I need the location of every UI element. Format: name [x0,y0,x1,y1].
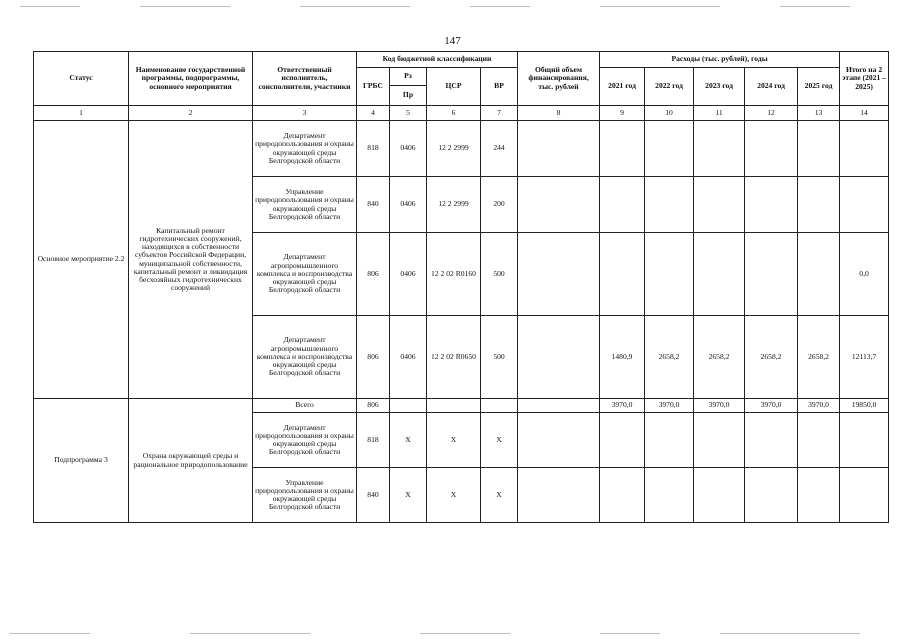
grbs-cell: 818 [357,121,390,177]
col-num: 2 [129,106,253,121]
name-cell: Капитальный ремонт гидротехнических сооружений, находящихся в собственности субъектов Российской Федерации, муниципальной собственности, капитальный ремонт и ликвидация бесхозяйных гидротехнических сооружений [129,121,253,399]
total-cell [518,413,600,468]
header-status: Статус [34,52,129,106]
header-name: Наименование государственной программы, подпрограммы, основного мероприятия [129,52,253,106]
col-num: 11 [694,106,745,121]
executor-cell: Департамент природопользования и охраны окружающей среды Белгородской области [253,121,357,177]
y2024-cell [745,177,798,233]
y2023-cell [694,121,745,177]
header-csr: ЦСР [427,68,481,106]
header-bcc: Код бюджетной классификации [357,52,518,68]
grbs-cell: 806 [357,316,390,399]
header-pr: Пр [390,86,427,106]
y2024-cell [745,121,798,177]
header-executor: Ответственный исполнитель, соисполнители, участники [253,52,357,106]
vr-cell [481,399,518,413]
sum-cell: 19850,0 [840,399,889,413]
col-num: 5 [390,106,427,121]
total-cell [518,233,600,316]
y2023-cell [694,413,745,468]
total-cell [518,316,600,399]
grbs-cell: 806 [357,399,390,413]
vr-cell: Х [481,413,518,468]
y2023-cell [694,177,745,233]
col-num: 14 [840,106,889,121]
y2021-cell [600,177,645,233]
executor-cell: Департамент агропромышленного комплекса и воспроизводства окружающей среды Белгородской области [253,316,357,399]
y2025-cell [798,413,840,468]
sum-cell [840,177,889,233]
y2024-cell [745,233,798,316]
y2021-cell [600,233,645,316]
csr-cell [427,399,481,413]
col-num: 12 [745,106,798,121]
y2025-cell [798,233,840,316]
rzpr-cell: Х [390,413,427,468]
csr-cell: Х [427,468,481,523]
grbs-cell: 840 [357,468,390,523]
vr-cell: 244 [481,121,518,177]
y2021-cell [600,413,645,468]
grbs-cell: 840 [357,177,390,233]
col-num: 6 [427,106,481,121]
col-num: 10 [645,106,694,121]
rzpr-cell: 0406 [390,177,427,233]
y2025-cell [798,468,840,523]
header-expenses: Расходы (тыс. рублей), годы [600,52,840,68]
vr-cell: 500 [481,316,518,399]
col-num: 9 [600,106,645,121]
header-total-stage: Итого на 2 этапе (2021 – 2025) [840,52,889,106]
rzpr-cell: 0406 [390,316,427,399]
rzpr-cell: 0406 [390,233,427,316]
y2025-cell: 3970,0 [798,399,840,413]
table-row [34,399,889,413]
y2023-cell: 3970,0 [694,399,745,413]
header-2021: 2021 год [600,68,645,106]
header-row-1 [34,52,889,68]
csr-cell: 12 2 2999 [427,121,481,177]
header-rz: Рз [390,68,427,86]
y2023-cell [694,468,745,523]
csr-cell: 12 2 02 R0650 [427,316,481,399]
column-number-row [34,106,889,121]
y2022-cell [645,121,694,177]
name-cell: Охрана окружающей среды и рациональное природопользование [129,399,253,523]
executor-cell: Департамент агропромышленного комплекса и воспроизводства окружающей среды Белгородской области [253,233,357,316]
status-cell: Подпрограмма 3 [34,399,129,523]
csr-cell: Х [427,413,481,468]
sum-cell [840,121,889,177]
y2023-cell [694,233,745,316]
y2025-cell [798,177,840,233]
y2024-cell [745,413,798,468]
header-total-volume: Общий объем финансирования, тыс. рублей [518,52,600,106]
sum-cell [840,413,889,468]
sum-cell: 0,0 [840,233,889,316]
col-num: 8 [518,106,600,121]
executor-cell: Управление природопользования и охраны окружающей среды Белгородской области [253,468,357,523]
col-num: 3 [253,106,357,121]
total-cell [518,468,600,523]
budget-table [33,51,889,523]
y2024-cell: 2658,2 [745,316,798,399]
sum-cell [840,468,889,523]
csr-cell: 12 2 02 R0160 [427,233,481,316]
y2021-cell: 1480,9 [600,316,645,399]
grbs-cell: 818 [357,413,390,468]
y2021-cell [600,468,645,523]
y2025-cell [798,121,840,177]
bottom-scan-edge [0,633,905,634]
y2022-cell: 2658,2 [645,316,694,399]
col-num: 1 [34,106,129,121]
top-scan-edge [0,6,905,7]
grbs-cell: 806 [357,233,390,316]
executor-cell: Всего [253,399,357,413]
rzpr-cell [390,399,427,413]
total-cell [518,399,600,413]
vr-cell: 500 [481,233,518,316]
y2021-cell [600,121,645,177]
total-cell [518,121,600,177]
y2022-cell [645,413,694,468]
y2023-cell: 2658,2 [694,316,745,399]
total-cell [518,177,600,233]
header-vr: ВР [481,68,518,106]
page-number: 147 [444,35,461,47]
rzpr-cell: Х [390,468,427,523]
header-2024: 2024 год [745,68,798,106]
header-2025: 2025 год [798,68,840,106]
y2024-cell [745,468,798,523]
sum-cell: 12113,7 [840,316,889,399]
vr-cell: Х [481,468,518,523]
header-2023: 2023 год [694,68,745,106]
header-grbs: ГРБС [357,68,390,106]
rzpr-cell: 0406 [390,121,427,177]
col-num: 4 [357,106,390,121]
executor-cell: Департамент природопользования и охраны окружающей среды Белгородской области [253,413,357,468]
table-row [34,121,889,177]
header-2022: 2022 год [645,68,694,106]
col-num: 13 [798,106,840,121]
y2021-cell: 3970,0 [600,399,645,413]
csr-cell: 12 2 2999 [427,177,481,233]
vr-cell: 200 [481,177,518,233]
y2022-cell [645,177,694,233]
y2022-cell [645,233,694,316]
y2022-cell [645,468,694,523]
executor-cell: Управление природопользования и охраны окружающей среды Белгородской области [253,177,357,233]
y2025-cell: 2658,2 [798,316,840,399]
col-num: 7 [481,106,518,121]
y2024-cell: 3970,0 [745,399,798,413]
y2022-cell: 3970,0 [645,399,694,413]
status-cell: Основное мероприятие 2.2 [34,121,129,399]
